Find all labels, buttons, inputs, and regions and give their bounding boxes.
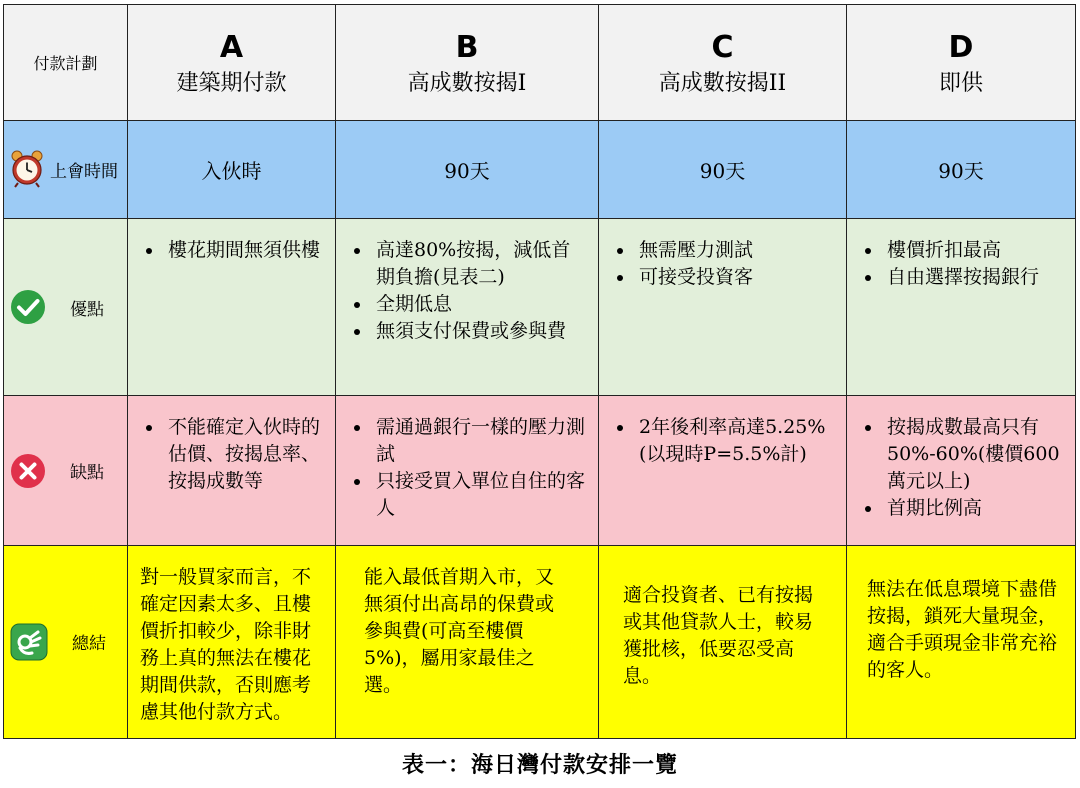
cons-cell-b [336,396,599,546]
row-label: 缺點 [70,463,104,484]
summary-cell-b [336,545,599,738]
pros-label-cell [4,219,128,396]
time-value: 90天 [938,158,984,183]
plan-header-b [336,5,599,121]
summary-text: 適合投資者、已有按揭或其他貸款人士，較易獲批核，低要忍受高息。 [623,583,814,687]
handover-row [4,120,1076,219]
plan-letter: B [455,30,479,66]
plan-letter: D [948,30,974,66]
cons-cell-c [599,396,847,546]
plan-name: 高成數按揭II [658,71,787,97]
plan-header-a [128,5,336,121]
corner-cell [4,5,128,121]
pros-cell-b [336,219,599,396]
corner-label: 付款計劃 [33,53,98,73]
plan-letter: A [219,30,244,66]
ok-hand-icon [10,623,48,661]
payment-plan-table [3,4,1076,739]
pros-row [4,219,1076,396]
summary-cell-d [847,545,1076,738]
row-label: 上會時間 [50,161,118,182]
list-item: • 無需壓力測試 [635,237,834,264]
list-item: • 全期低息 [372,291,586,318]
list-item: • 樓花期間無須供樓 [164,237,323,264]
summary-text: 無法在低息環境下盡借按揭，鎖死大量現金，適合手頭現金非常充裕的客人。 [867,577,1058,681]
cons-cell-a [128,396,336,546]
handover-value-a [128,120,336,219]
time-value: 90天 [699,158,746,183]
plan-header-d [847,5,1076,121]
summary-label-cell [4,545,128,738]
list-item: • 可接受投資客 [635,264,834,291]
list-item: • 首期比例高 [883,495,1063,522]
list-item: • 2年後利率高達5.25%(以現時P=5.5%計) [635,414,834,468]
pros-cell-d [847,219,1076,396]
summary-text: 對一般買家而言，不確定因素太多、且樓價折扣較少，除非財務上真的無法在樓花期間供款，否則應考慮其他付款方式。 [140,565,312,723]
cross-circle-icon [10,453,46,489]
list-item: • 高達80%按揭，減低首期負擔(見表二) [372,237,586,291]
handover-value-b [336,120,599,219]
list-item: • 不能確定入伙時的估價、按揭息率、按揭成數等 [164,414,323,495]
cons-row [4,396,1076,546]
list-item: • 只接受買入單位自住的客人 [372,468,586,522]
plan-name: 建築期付款 [176,71,287,97]
cons-cell-d [847,396,1076,546]
list-item: • 樓價折扣最高 [883,237,1063,264]
row-label: 優點 [70,299,104,320]
summary-cell-a [128,545,336,738]
list-item: • 按揭成數最高只有50%-60%(樓價600萬元以上) [883,414,1063,495]
alarm-clock-icon [10,150,44,188]
handover-value-d [847,120,1076,219]
handover-value-c [599,120,847,219]
summary-text: 能入最低首期入市，又無須付出高昂的保費或參與費(可高至樓價5%)，屬用家最佳之選。 [364,565,555,696]
cons-label-cell [4,396,128,546]
time-value: 90天 [444,158,490,183]
list-item: • 無須支付保費或參與費 [372,318,586,345]
row-label: 總結 [72,634,106,655]
time-value: 入伙時 [201,158,262,183]
plan-letter: C [711,30,734,66]
plan-name: 高成數按揭I [407,71,527,97]
list-item: • 需通過銀行一樣的壓力測試 [372,414,586,468]
plan-header-c [599,5,847,121]
header-row [4,5,1076,121]
check-circle-icon [10,289,46,325]
table-caption: 表一：海日灣付款安排一覽 [401,752,678,778]
summary-cell-c [599,545,847,738]
pros-cell-c [599,219,847,396]
pros-cell-a [128,219,336,396]
list-item: • 自由選擇按揭銀行 [883,264,1063,291]
handover-label-cell [4,120,128,219]
plan-name: 即供 [938,71,983,97]
summary-row [4,545,1076,738]
